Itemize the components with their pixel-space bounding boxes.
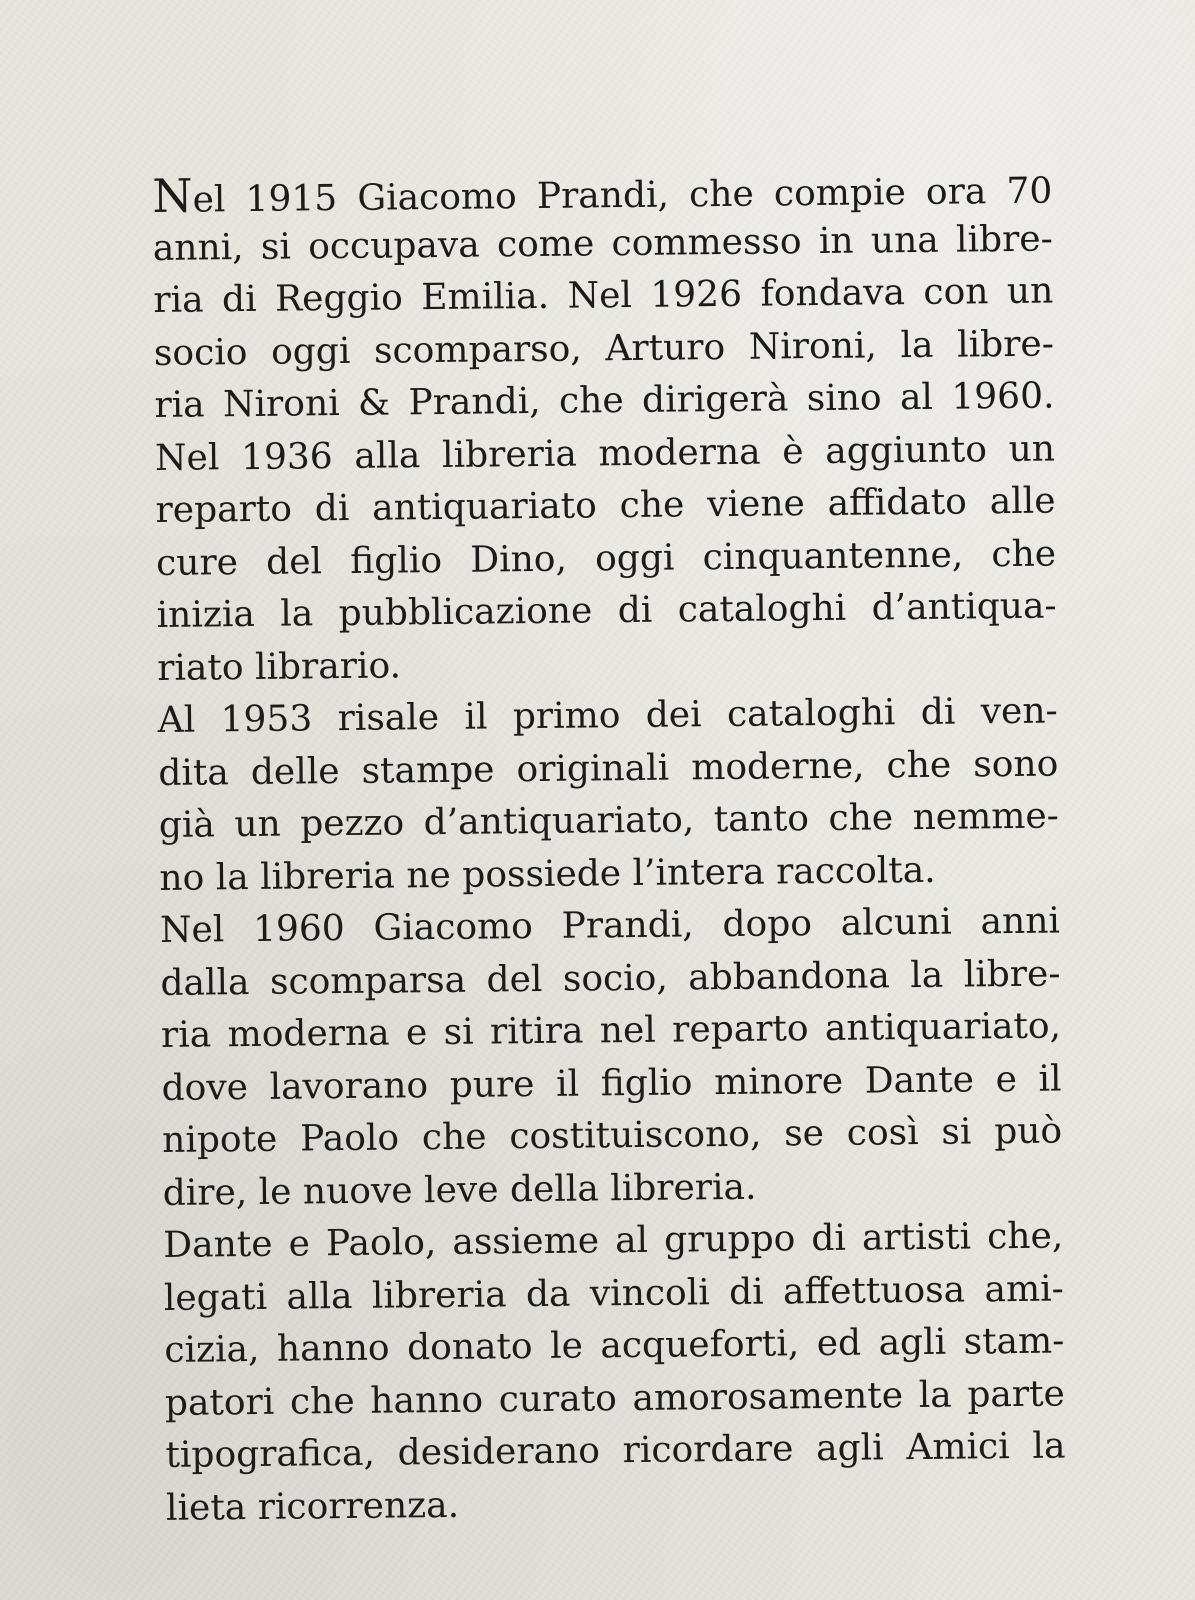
text-line-16: dalla scomparsa del socio, abbandona la libre- <box>160 953 1061 1004</box>
text-line-7: reparto di antiquariato che viene affidato alle <box>155 480 1056 531</box>
body-text <box>152 161 1066 1535</box>
text-line-1 <box>152 161 1053 223</box>
text-line-20: dire, le nuove leve della libreria. <box>162 1166 757 1214</box>
text-line-17: ria moderna e si ritira nel reparto antiquariato, <box>160 1005 1062 1056</box>
text-line-26: lieta ricorrenza. <box>165 1484 460 1529</box>
text-line-13: già un pezzo d’antiquariato, tanto che nemme- <box>158 795 1060 846</box>
text-line-18: dove lavorano pure il figlio minore Dante e il <box>161 1058 1062 1109</box>
text-line-21: Dante e Paolo, assieme al gruppo di artisti che, <box>163 1215 1064 1266</box>
text-line-19: nipote Paolo che costituiscono, se così si può <box>161 1110 1063 1161</box>
text-line-22: legati alla libreria da vincoli di affettuosa ami- <box>163 1268 1064 1319</box>
text-line-4: socio oggi scomparso, Arturo Nironi, la libre- <box>153 323 1055 374</box>
text-line-10: riato librario. <box>157 644 402 689</box>
text-line-2: anni, si occupava come commesso in una libre- <box>152 218 1053 269</box>
text-line-25: tipografica, desiderano ricordare agli Amici la <box>165 1425 1066 1476</box>
text-line-15: Nel 1960 Giacomo Prandi, dopo alcuni anni <box>159 900 1061 951</box>
text-line-14: no la libreria ne possiede l’intera raccolta. <box>159 849 936 899</box>
text-line-24: patori che hanno curato amorosamente la parte <box>164 1373 1066 1424</box>
text-line-23: cizia, hanno donato le acqueforti, ed agli stam- <box>164 1320 1065 1371</box>
text-line-6: Nel 1936 alla libreria moderna è aggiunto un <box>154 428 1056 479</box>
text-line-3: ria di Reggio Emilia. Nel 1926 fondava con un <box>153 270 1054 321</box>
text-line-12: dita delle stampe originali moderne, che sono <box>158 743 1059 794</box>
text-line-1-rest: el 1915 Giacomo Prandi, che compie ora 70 <box>192 170 1053 221</box>
text-line-9: inizia la pubblicazione di cataloghi d’antiqua- <box>156 585 1057 636</box>
text-line-8: cure del figlio Dino, oggi cinquantenne, che <box>155 533 1057 584</box>
text-line-5: ria Nironi & Prandi, che dirigerà sino al 1960. <box>154 375 1055 426</box>
text-line-11: Al 1953 risale il primo dei cataloghi di ven- <box>157 690 1058 741</box>
initial-letter: N <box>151 168 193 223</box>
